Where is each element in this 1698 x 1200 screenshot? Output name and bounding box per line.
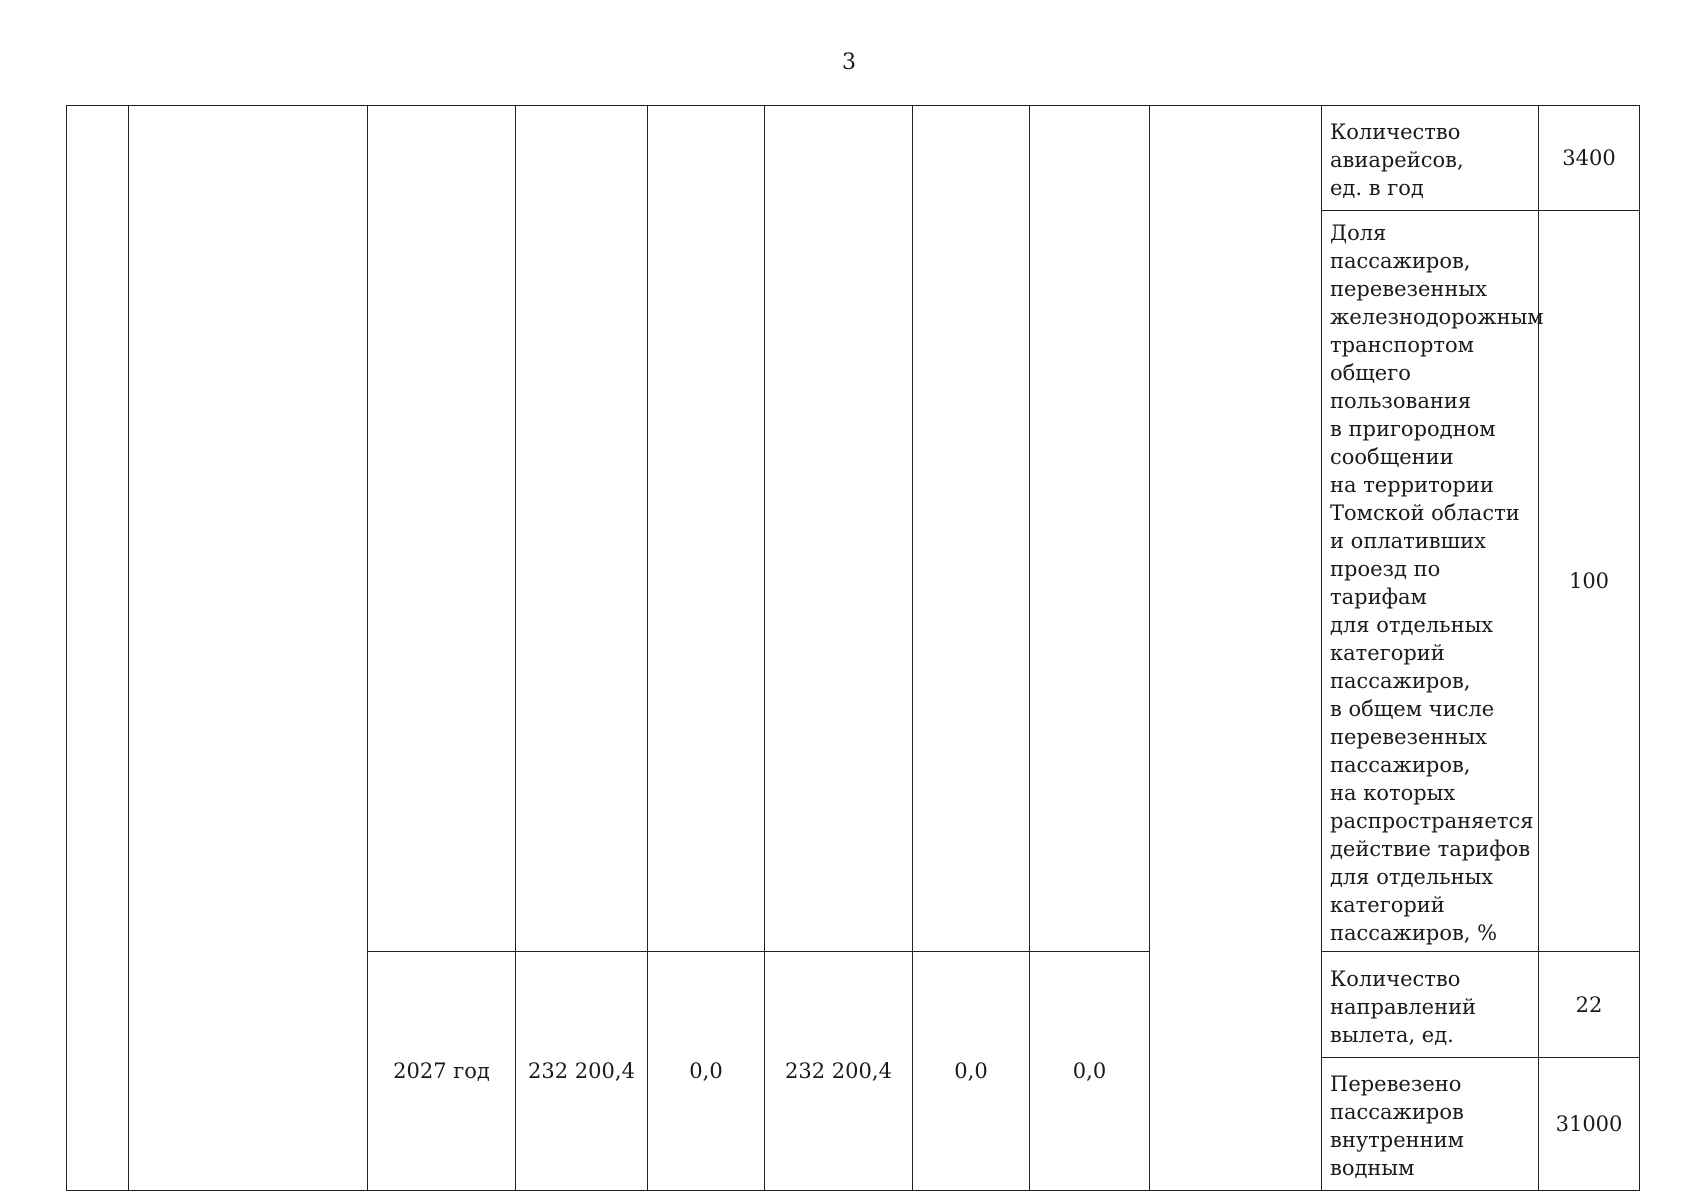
total-cell-empty [516, 106, 648, 211]
indicator-cell [1322, 106, 1539, 211]
table-row [67, 106, 1640, 211]
indicator-value: 22 [1539, 952, 1640, 1058]
federal-cell-empty [648, 211, 765, 952]
indicator-cell [1322, 1058, 1539, 1191]
other-cell-empty [1030, 211, 1150, 952]
indicator-text: Количество авиарейсов, ед. в год [1330, 120, 1464, 200]
indicator-value: 100 [1539, 211, 1640, 952]
indicator-text: Перевезено пассажиров внутренним водным [1330, 1072, 1464, 1180]
federal-cell-empty [648, 106, 765, 211]
local-amount: 0,0 [913, 952, 1030, 1191]
regional-cell-empty [765, 211, 913, 952]
indicator-text: Количество направлений вылета, ед. [1330, 966, 1477, 1047]
regional-cell-empty [765, 106, 913, 211]
indicator-cell [1322, 952, 1539, 1058]
indicator-value: 3400 [1539, 106, 1640, 211]
indicator-cell [1322, 211, 1544, 952]
page-number: 3 [842, 50, 856, 75]
total-amount: 232 200,4 [516, 952, 648, 1191]
local-cell-empty [913, 106, 1030, 211]
executor-cell [1150, 106, 1322, 1191]
indicator-value: 31000 [1539, 1058, 1640, 1191]
num-cell [67, 106, 129, 1191]
other-amount: 0,0 [1030, 952, 1150, 1191]
federal-amount: 0,0 [648, 952, 765, 1191]
program-table [66, 105, 1640, 1191]
year-cell-empty [368, 106, 516, 211]
year-cell-empty [368, 211, 516, 952]
year-cell: 2027 год [368, 952, 516, 1191]
regional-amount: 232 200,4 [765, 952, 913, 1191]
local-cell-empty [913, 211, 1030, 952]
indicator-text: Доля пассажиров, перевезенных железнодорожным транспортом общего пользования в пригородном сообщении на территории Томской области и оплативших проезд по тарифам для отдельных категорий пассажиров, в общем числе перевезенных пассажиров, на которых распространяется действие тарифов для отдельных категорий пассажиров, % [1330, 221, 1544, 945]
total-cell-empty [516, 211, 648, 952]
name-cell [129, 106, 368, 1191]
other-cell-empty [1030, 106, 1150, 211]
